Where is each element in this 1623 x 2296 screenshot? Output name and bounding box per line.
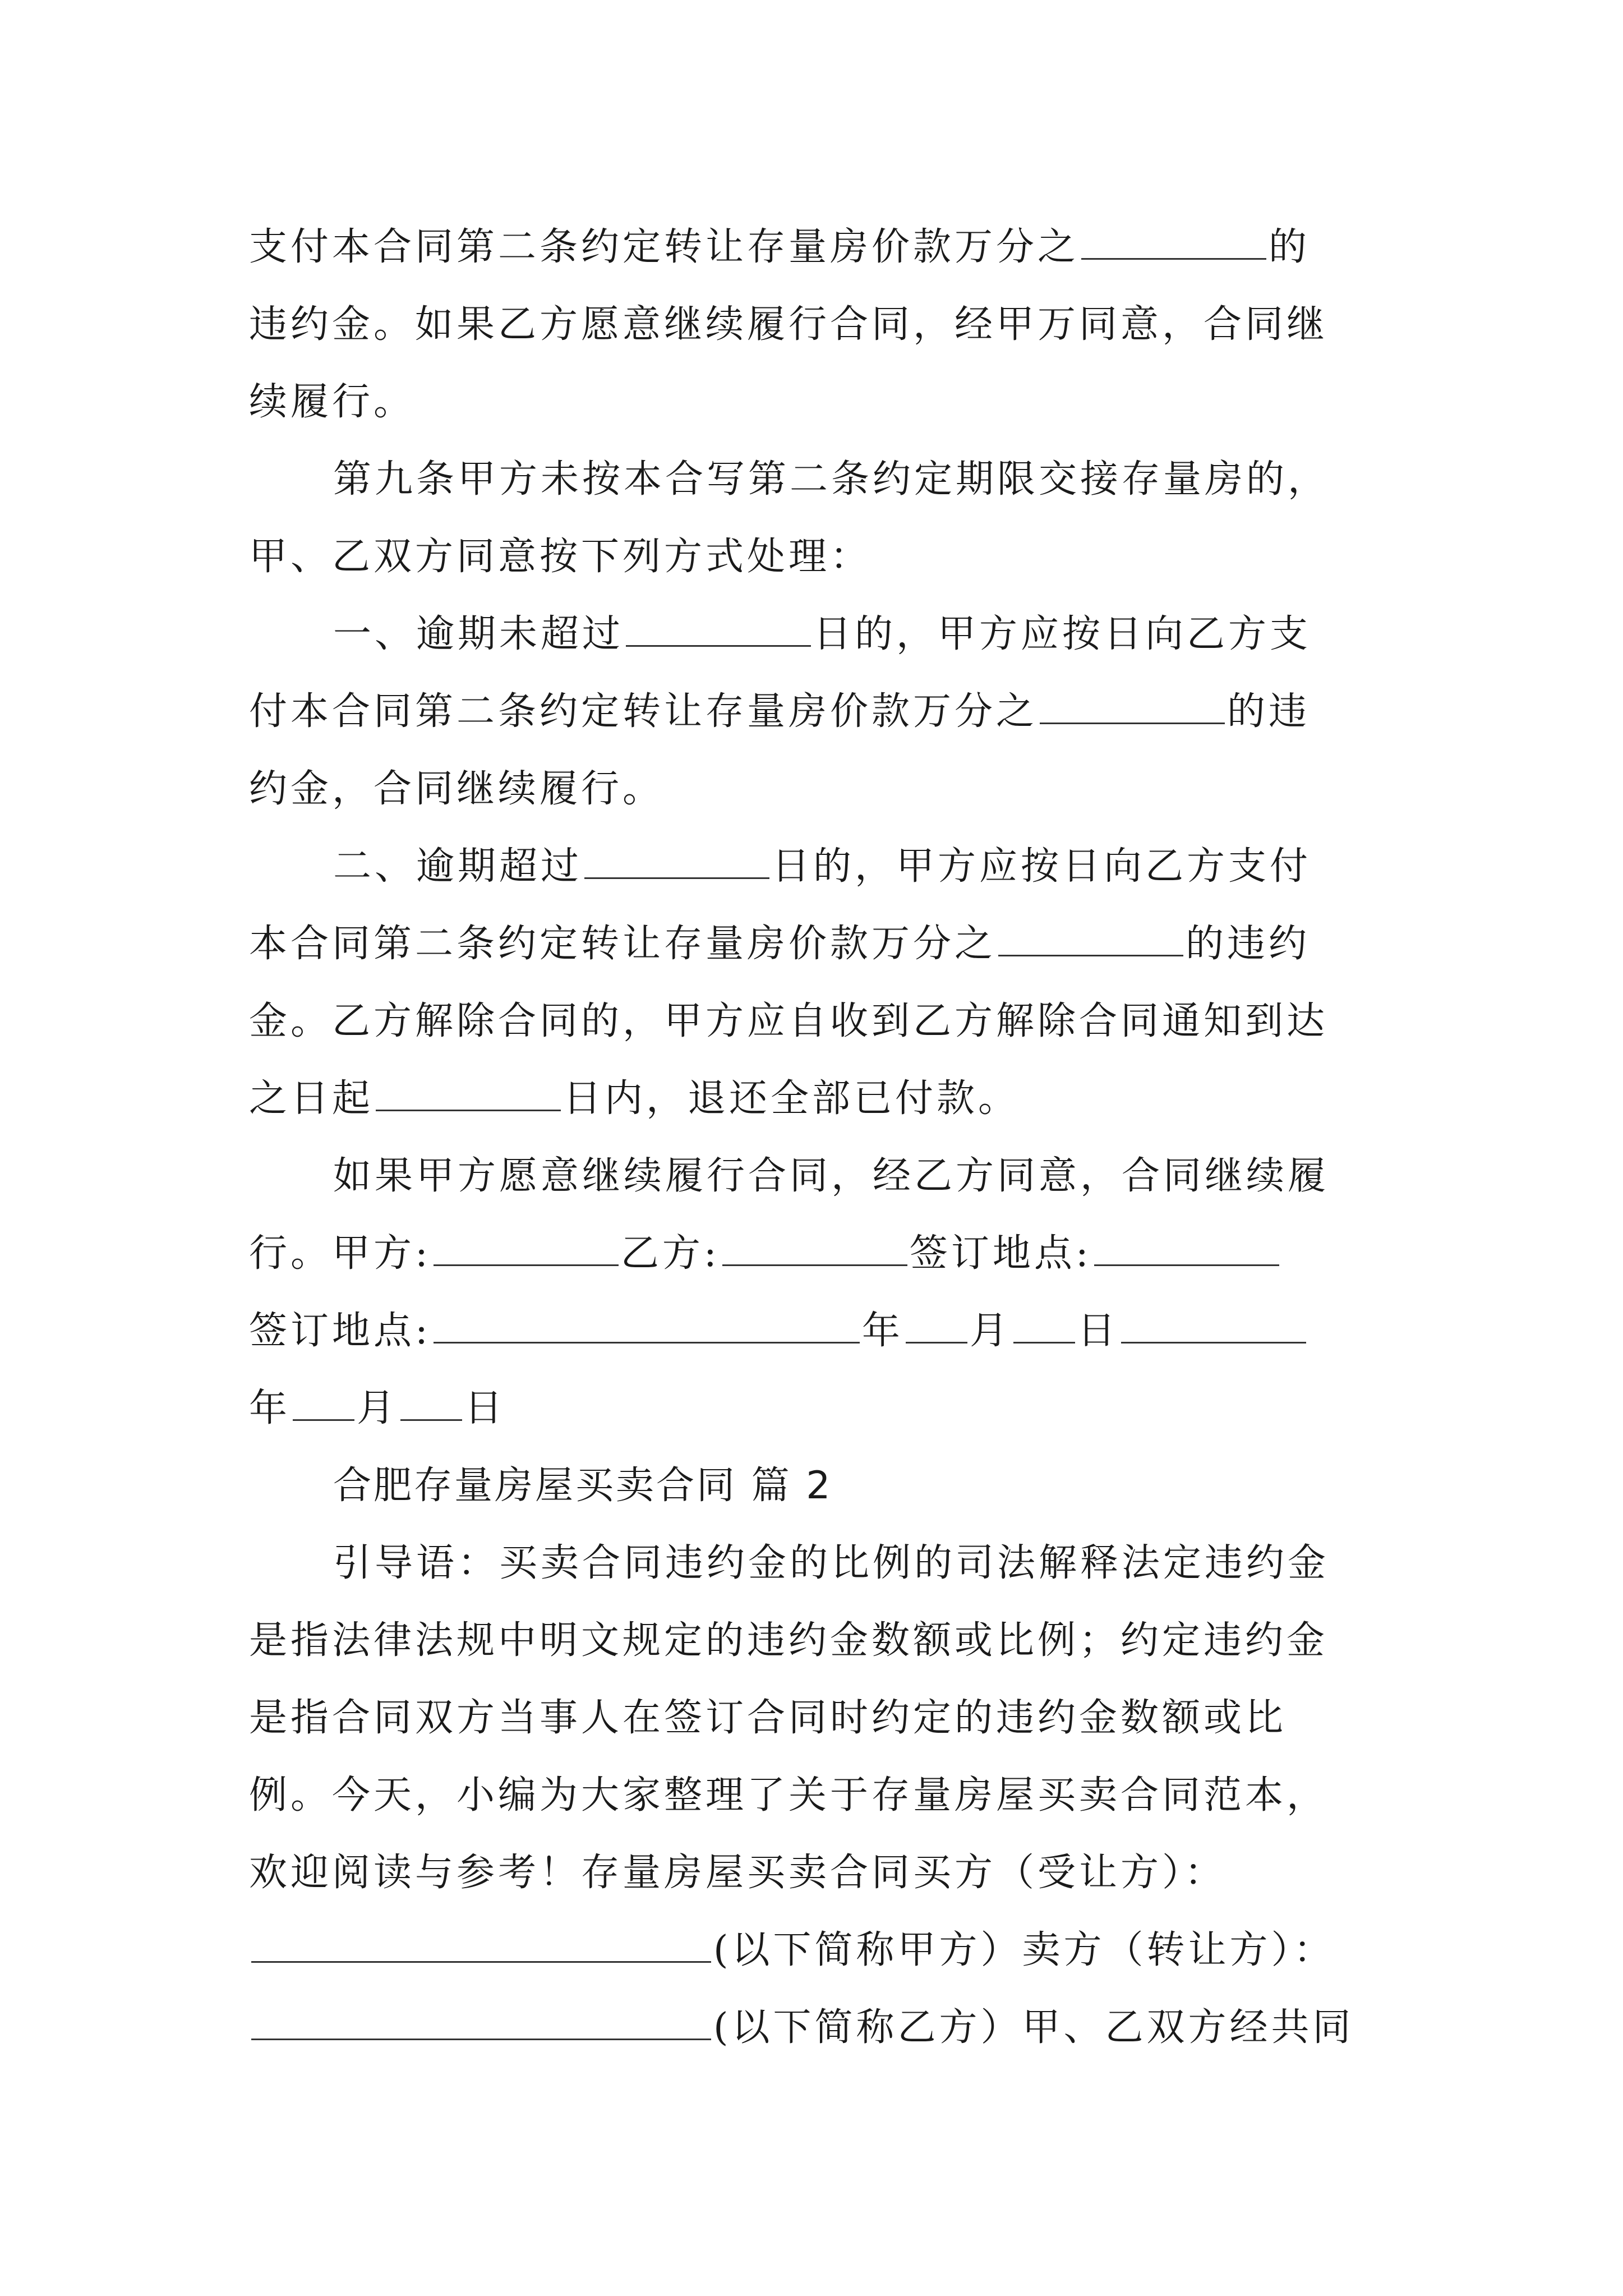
text-segment: 付本合同第二条约定转让存量房价款万分之 — [249, 689, 1038, 734]
text-line: 欢迎阅读与参考！存量房屋买卖合同买方（受让方）： — [249, 1851, 1227, 1895]
text-line: 如果甲方愿意继续履行合同，经乙方同意，合同继续履 — [333, 1154, 1330, 1198]
party-b-label: 乙方: — [620, 1231, 720, 1276]
date-line — [249, 1370, 1387, 1447]
party-b-blank — [722, 1232, 907, 1266]
party-a-label: 行。甲方: — [249, 1231, 431, 1276]
month-label: 月 — [969, 1309, 1011, 1353]
fill-in-blank — [998, 922, 1183, 956]
text-line — [249, 905, 1387, 983]
text-segment: 一、逾期未超过 — [333, 612, 624, 656]
text-segment: 的违约 — [1186, 922, 1311, 966]
text-line — [249, 673, 1387, 751]
text-segment: 日的，甲方应按日向乙方支 — [813, 612, 1312, 656]
signing-place-label: 签订地点: — [909, 1231, 1092, 1276]
text-line: 甲、乙双方同意按下列方式处理： — [249, 535, 872, 579]
signing-place-blank — [1094, 1232, 1279, 1266]
text-segment: (以下简称乙方）甲、乙双方经共同 — [713, 2005, 1354, 2050]
text-line — [249, 1989, 1387, 2067]
month-label: 月 — [357, 1386, 399, 1430]
document-body — [249, 209, 1387, 2067]
day-blank — [400, 1387, 462, 1421]
buyer-blank — [251, 1929, 711, 1963]
text-line: 是指合同双方当事人在签订合同时约定的违约金数额或比 — [249, 1696, 1287, 1740]
text-line — [249, 596, 1387, 673]
text-line — [249, 209, 1387, 286]
signature-line — [249, 1292, 1387, 1370]
trailing-blank — [1121, 1309, 1306, 1343]
text-segment: 支付本合同第二条约定转让存量房价款万分之 — [249, 225, 1080, 269]
signing-place-label: 签订地点: — [249, 1309, 431, 1353]
text-line: 是指法律法规中明文规定的违约金数额或比例；约定违约金 — [249, 1618, 1329, 1663]
text-line: 续履行。 — [249, 380, 416, 424]
text-segment: 日内，退还全部已付款。 — [563, 1076, 1020, 1121]
text-line — [249, 1912, 1387, 1989]
day-label: 日 — [1077, 1309, 1119, 1353]
fill-in-blank — [1081, 226, 1266, 260]
seller-blank — [251, 2006, 711, 2040]
text-segment: 本合同第二条约定转让存量房价款万分之 — [249, 922, 997, 966]
signature-line — [249, 1215, 1387, 1292]
day-blank — [1013, 1309, 1075, 1343]
text-line: 例。今天，小编为大家整理了关于存量房屋买卖合同范本， — [249, 1773, 1329, 1818]
text-line: 引导语：买卖合同违约金的比例的司法解释法定违约金 — [333, 1541, 1330, 1585]
text-segment: 之日起 — [249, 1076, 374, 1121]
clause-nine-heading: 第九条甲方未按本合写第二条约定期限交接存量房的， — [333, 457, 1330, 501]
text-line — [249, 828, 1387, 905]
party-a-blank — [434, 1232, 619, 1266]
fill-in-blank — [376, 1077, 561, 1111]
month-blank — [293, 1387, 354, 1421]
text-line: 违约金。如果乙方愿意继续履行合同，经甲万同意，合同继 — [249, 302, 1329, 347]
section-heading: 合肥存量房屋买卖合同 篇 2 — [333, 1464, 833, 1508]
text-segment: 的违 — [1227, 689, 1311, 734]
day-label: 日 — [464, 1386, 506, 1430]
text-line — [249, 1060, 1387, 1138]
text-segment: 日的，甲方应按日向乙方支付 — [772, 844, 1312, 889]
text-line: 金。乙方解除合同的，甲方应自收到乙方解除合同通知到达 — [249, 999, 1329, 1043]
signing-place-blank — [434, 1309, 860, 1343]
fill-in-blank — [1040, 690, 1225, 724]
text-segment: 的 — [1269, 225, 1311, 269]
text-segment: (以下简称甲方）卖方（转让方）： — [713, 1928, 1335, 1972]
text-segment: 二、逾期超过 — [333, 844, 583, 889]
year-label: 年 — [861, 1309, 903, 1353]
text-line: 约金，合同继续履行。 — [249, 767, 665, 811]
fill-in-blank — [626, 613, 811, 647]
year-label: 年 — [249, 1386, 291, 1430]
fill-in-blank — [584, 845, 769, 879]
month-blank — [906, 1309, 967, 1343]
